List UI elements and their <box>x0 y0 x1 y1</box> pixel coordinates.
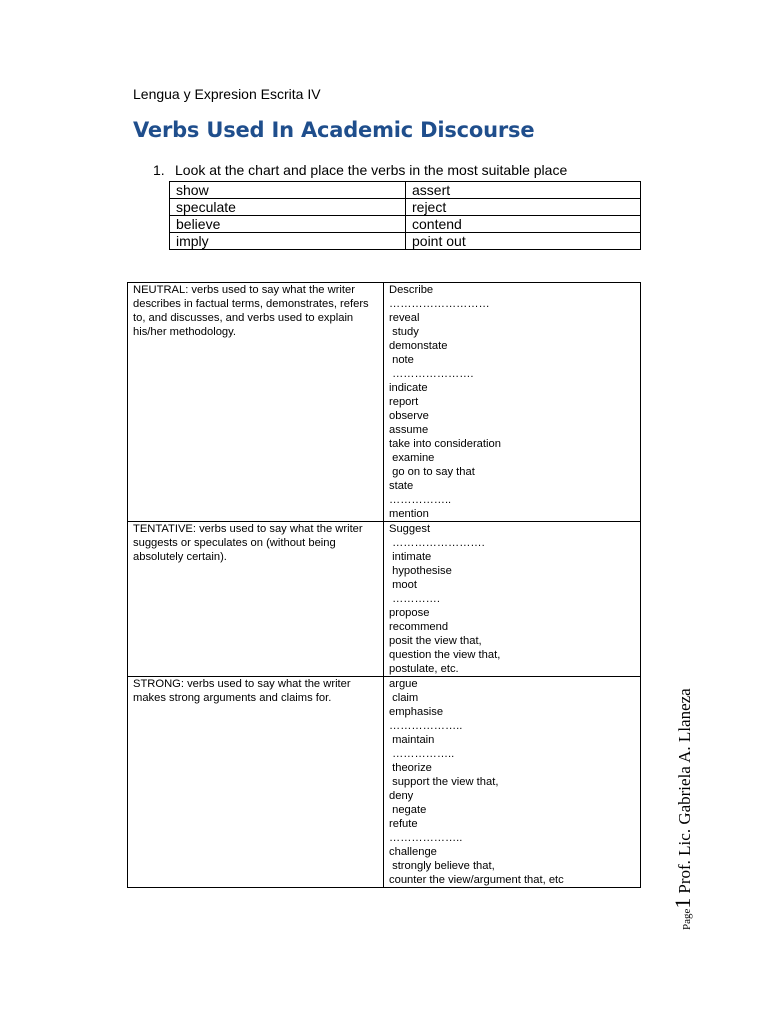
verb-list-item: ……………………… <box>389 298 490 310</box>
verb-list-item: note <box>389 354 414 366</box>
verb-list-item: hypothesise <box>389 565 452 577</box>
verb-list-item: go on to say that <box>389 466 475 478</box>
verb-list-item: emphasise <box>389 706 444 718</box>
verb-list-item: …………….. <box>389 494 452 506</box>
table-row <box>170 233 641 250</box>
verb-list-item: observe <box>389 410 429 422</box>
verb-list-item: recommend <box>389 621 449 633</box>
verb-list-item: posit the view that, <box>389 635 482 647</box>
verb-list-item: theorize <box>389 762 432 774</box>
verb-list-item: assume <box>389 424 429 436</box>
verb-list-item: demonstate <box>389 340 448 352</box>
chart-row-tentative <box>128 522 641 677</box>
verb-list-item: ……………………. <box>389 537 485 549</box>
verb-list-item: postulate, etc. <box>389 663 459 675</box>
verb-list-item: examine <box>389 452 435 464</box>
verb-list-item: reveal <box>389 312 420 324</box>
instruction-text: Look at the chart and place the verbs in the most suitable place <box>175 162 568 178</box>
verb-list-item: Describe <box>389 284 434 296</box>
verb-list-item: negate <box>389 804 427 816</box>
table-row <box>170 216 641 233</box>
verb-category-chart <box>127 282 641 888</box>
verb-list-item: study <box>389 326 419 338</box>
verb-cell: imply <box>170 233 406 250</box>
verb-list-item: claim <box>389 692 419 704</box>
verb-list-item: report <box>389 396 419 408</box>
verb-list-item: state <box>389 480 414 492</box>
verb-list-item: deny <box>389 790 414 802</box>
verb-list-item: take into consideration <box>389 438 501 450</box>
table-row <box>170 199 641 216</box>
verb-list-item: support the view that, <box>389 776 499 788</box>
verb-cell: contend <box>406 216 641 233</box>
chart-row-strong <box>128 677 641 888</box>
verb-list-item: mention <box>389 508 429 520</box>
verb-list-item: strongly believe that, <box>389 860 495 872</box>
instruction <box>153 162 567 178</box>
verb-list-item: intimate <box>389 551 432 563</box>
neutral-verb-list <box>384 283 641 522</box>
verb-cell: speculate <box>170 199 406 216</box>
strong-description: STRONG: verbs used to say what the writer makes strong arguments and claims for. <box>128 677 384 888</box>
verb-list-item: moot <box>389 579 417 591</box>
verb-list-item: question the view that, <box>389 649 501 661</box>
verb-cell: reject <box>406 199 641 216</box>
verb-list-item: indicate <box>389 382 428 394</box>
strong-verb-list <box>384 677 641 888</box>
verb-list-item: propose <box>389 607 430 619</box>
verb-list-item: ……………….. <box>389 832 463 844</box>
verb-list-item: refute <box>389 818 418 830</box>
verb-list-item: argue <box>389 678 418 690</box>
course-header: Lengua y Expresion Escrita IV <box>133 86 321 102</box>
verb-list-item: …………….. <box>389 748 455 760</box>
page-footer <box>670 640 702 930</box>
verb-cell: assert <box>406 182 641 199</box>
neutral-description: NEUTRAL: verbs used to say what the writer describes in factual terms, demonstrates, refers to, and discusses, and verbs used to explain his/her methodology. <box>128 283 384 522</box>
page-number: 1 <box>670 897 695 909</box>
author-name: Prof. Lic. Gabriela A. Llaneza <box>675 688 694 894</box>
tentative-description: TENTATIVE: verbs used to say what the writer suggests or speculates on (without being absolutely certain). <box>128 522 384 677</box>
page-title: Verbs Used In Academic Discourse <box>133 118 535 142</box>
table-row <box>170 182 641 199</box>
verb-list-item: Suggest <box>389 523 431 535</box>
verb-list-item: maintain <box>389 734 435 746</box>
verb-list-item: …………………. <box>389 368 474 380</box>
verb-list-item: ……………….. <box>389 720 463 732</box>
verb-cell: believe <box>170 216 406 233</box>
verb-list-item: challenge <box>389 846 437 858</box>
page-label: Page <box>681 908 693 930</box>
chart-row-neutral <box>128 283 641 522</box>
instruction-number: 1. <box>153 162 165 178</box>
verb-cell: point out <box>406 233 641 250</box>
verb-cell: show <box>170 182 406 199</box>
tentative-verb-list <box>384 522 641 677</box>
verb-list-item: counter the view/argument that, etc <box>389 874 564 886</box>
verb-table <box>169 181 641 250</box>
verb-list-item: …………. <box>389 593 440 605</box>
